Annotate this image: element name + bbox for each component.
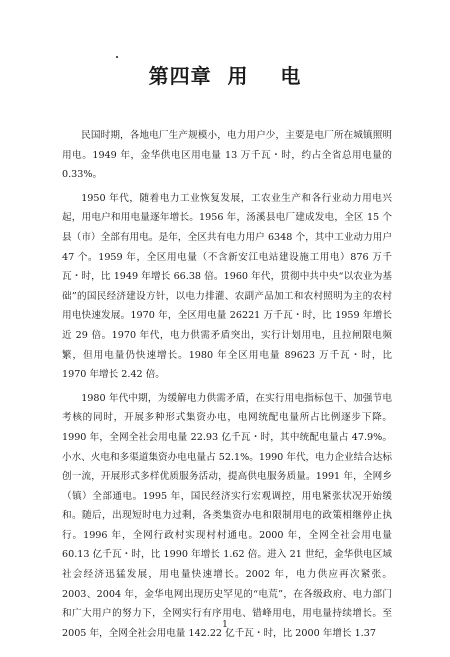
scan-speck — [116, 56, 118, 58]
page-number: 1 — [222, 620, 228, 630]
body-text — [62, 126, 392, 647]
paragraph-2: 1950 年代，随着电力工业恢复发展，工农业生产和各行业动力用电兴起，用电户和用电量逐年增长。1956 年，汤溪县电厂建成发电，全区 15 个县（市）全部有用电。是年，全区共有电力用户 6348 个，其中工业动力用户 47 个。1959 年，全区用电量（不含新安江电站建设施工用电）876 万千瓦・时，比 1949 年增长 66.38 倍。1960 年代，贯彻中共中央“以农业为基础”的国民经济建设方针，以电力排灌、农副产品加工和农村照明为主的农村用电快速发展。1970 年，全区用电量 26221 万千瓦・时，比 1959 年增长近 29 倍。1970 年代，电力供需矛盾突出，实行计划用电，且拉闸限电频繁，但用电量仍快速增长。1980 年全区用电量 89623 万千瓦・时，比 1970 年增长 2.42 倍。 — [62, 192, 392, 381]
paragraph-3: 1980 年代中期，为缓解电力供需矛盾，在实行用电指标包干、加强节电考核的同时，开展多种形式集资办电，电网统配电量所占比例逐步下降。1990 年，全网全社会用电量 22.93 亿千瓦・时，其中统配电量占 47.9%。小水、火电和多渠道集资办电电量占 52.1%。1990 年代，电力企业结合达标创一流，开展形式多样优质服务活动，提高供电服务质量。1991 年，全网乡（镇）全部通电。1995 年，国民经济实行宏观调控，用电紧张状况开始缓和。随后，出现短时电力过剩，各类集资办电和限制用电的政策相继停止执行。1996 年，全网行政村实现村村通电。2000 年，全网全社会用电量 60.13 亿千瓦・时，比 1990 年增长 1.62 倍。进入 21 世纪，金华供电区域社会经济迅猛发展，用电量快速增长。2002 年，电力供应再次紧张。2003、2004 年，金华电网出现历史罕见的“电荒”，在各级政府、电力部门和广大用户的努力下，全网实行有序用电、错峰用电，用电量持续增长。至 2005 年，全网全社会用电量 142.22 亿千瓦・时，比 2000 年增长 1.37 — [62, 392, 392, 639]
paragraph-1: 民国时期，各地电厂生产规模小，电力用户少，主要是电厂所在城镇照明用电。1949 年，金华供电区用电量 13 万千瓦・时，约占全省总用电量的 0.33%。 — [62, 130, 392, 181]
chapter-title: 第四章 用 电 — [148, 64, 302, 88]
